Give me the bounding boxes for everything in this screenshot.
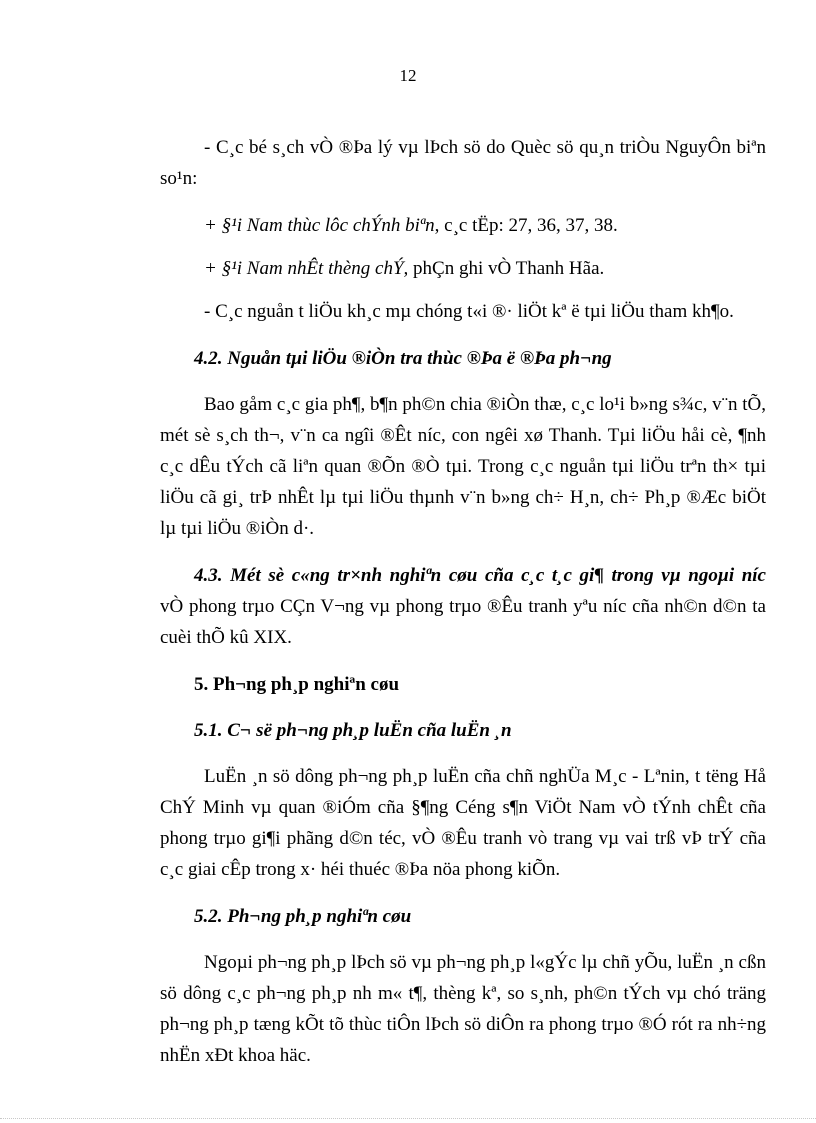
paragraph-research-works: vÒ phong trµo CÇn V¬ng vµ phong trµo ®Êu tranh yªu níc cña nh©n d©n ta cuèi thÕ kû XIX. (160, 596, 766, 648)
list-item-dai-nam-thuc-luc (160, 210, 766, 241)
paragraph-research-methods: Ngoµi ph¬ng ph¸p lÞch sö vµ ph¬ng ph¸p l«gÝc lµ chñ yÕu, luËn ¸n cßn sö dông c¸c ph¬ng ph¸p nh m« t¶, thèng kª, so s¸nh, ph©n tÝch vµ chó träng ph¬ng ph¸p tæng kÕt tõ thùc tiÔn lÞch sö diÔn ra phong trµo ®Ó rót ra nh÷ng nhËn xÐt khoa häc. (160, 952, 766, 1066)
book-title: + §¹i Nam thùc lôc chÝnh biªn (204, 215, 435, 236)
paragraph-other-sources: - C¸c nguån t liÖu kh¸c mµ chóng t«i ®· liÖt kª ë tµi liÖu tham kh¶o. (204, 301, 734, 322)
list-item-dai-nam-nhat-thong-chi (160, 253, 766, 284)
book-details: , c¸c tËp: 27, 36, 37, 38. (434, 215, 618, 236)
page-number: 12 (399, 66, 417, 85)
paragraph-sources-books: - C¸c bé s¸ch vÒ ®Þa lý vµ lÞch sö do Quèc sö qu¸n triÒu NguyÔn biªn so¹n: (160, 137, 766, 189)
section-heading-5: 5. Ph¬ng ph¸p nghiªn cøu (194, 674, 400, 695)
section-heading-4-3: 4.3. Mét sè c«ng tr×nh nghiªn cøu cña c¸c t¸c gi¶ trong vµ ngoµi níc (194, 565, 766, 586)
section-heading-5-1: 5.1. C¬ së ph¬ng ph¸p luËn cña luËn ¸n (194, 720, 512, 741)
document-body (160, 132, 766, 1087)
paragraph-local-materials: Bao gåm c¸c gia ph¶, b¶n ph©n chia ®iÒn thæ, c¸c lo¹i b»ng s¾c, v¨n tÕ, mét sè s¸ch th¬, v¨n ca ngîi ®Êt níc, con ngêi xø Thanh. Tµi liÖu håi cè, ¶nh c¸c dÊu tÝch cã liªn quan ®Õn ®Ò tµi. Trong c¸c nguån tµi liÖu trªn th× tµi liÖu cã gi¸ trÞ nhÊt lµ tµi liÖu thµnh v¨n b»ng ch÷ H¸n, ch÷ Ph¸p ®Æc biÖt lµ tµi liÖu ®iÒn d·. (160, 394, 766, 539)
section-heading-4-2: 4.2. Nguån tµi liÖu ®iÒn tra thùc ®Þa ë ®Þa ph¬ng (194, 348, 612, 369)
book-details: phÇn ghi vÒ Thanh Hãa. (408, 258, 605, 279)
section-heading-5-2: 5.2. Ph¬ng ph¸p nghiªn cøu (194, 906, 412, 927)
page-bottom-divider (0, 1118, 816, 1119)
book-title: + §¹i Nam nhÊt thèng chÝ, (204, 258, 409, 279)
paragraph-methodology: LuËn ¸n sö dông ph¬ng ph¸p luËn cña chñ nghÜa M¸c - Lªnin, t tëng Hå ChÝ Minh vµ quan ®iÓm cña §¶ng Céng s¶n ViÖt Nam vÒ tÝnh chÊt cña phong trµo gi¶i phãng d©n téc, vÒ ®Êu tranh vò trang vµ vai trß vÞ trÝ cña c¸c giai cÊp trong x· héi thuéc ®Þa nöa phong kiÕn. (160, 766, 766, 880)
